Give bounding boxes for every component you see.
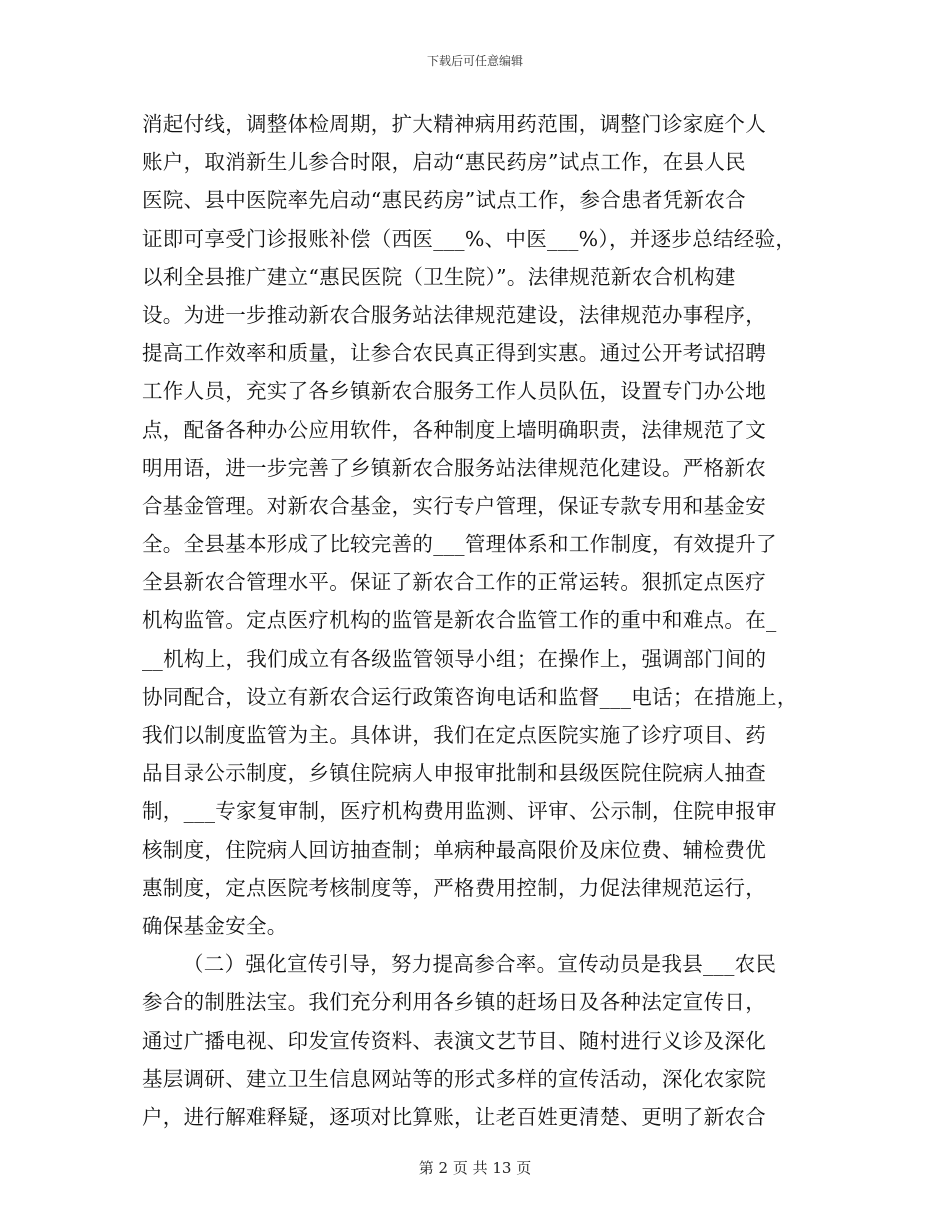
text-line: 我们以制度监管为主。具体讲，我们在定点医院实施了诊疗项目、药 xyxy=(142,723,766,747)
text-line: 基层调研、建立卫生信息网站等的形式多样的宣传活动，深化农家院 xyxy=(142,1066,766,1091)
text-line: 全。全县基本形成了比较完善的___管理体系和工作制度，有效提升了 xyxy=(142,532,777,557)
text-line: 医院、县中医院率先启动“惠民药房”试点工作，参合患者凭新农合 xyxy=(142,188,746,213)
text-line: 消起付线，调整体检周期，扩大精神病用药范围，调整门诊家庭个人 xyxy=(142,112,766,136)
text-line: 以利全县推广建立“惠民医院（卫生院）”。法律规范新农合机构建 xyxy=(142,264,736,289)
text-line: __机构上，我们成立有各级监管领导小组；在操作上，强调部门间的 xyxy=(142,646,767,671)
text-line: 参合的制胜法宝。我们充分利用各乡镇的赶场日及各种法定宣传日， xyxy=(142,990,766,1015)
text-line: 点，配备各种办公应用软件，各种制度上墙明确职责，法律规范了文 xyxy=(142,417,766,442)
paragraph-2 xyxy=(142,945,812,1136)
text-line: 核制度，住院病人回访抽查制；单病种最高限价及床位费、辅检费优 xyxy=(142,837,766,862)
text-line: 惠制度，定点医院考核制度等，严格费用控制，力促法律规范运行， xyxy=(142,875,766,900)
text-line: 合基金管理。对新农合基金，实行专户管理，保证专款专用和基金安 xyxy=(142,493,766,518)
page-header-note: 下载后可任意编辑 xyxy=(426,54,523,68)
text-line: 制，___专家复审制，医疗机构费用监测、评审、公示制，住院申报审 xyxy=(142,799,777,824)
text-line: 账户，取消新生儿参合时限，启动“惠民药房”试点工作，在县人民 xyxy=(142,150,746,175)
text-line: 工作人员，充实了各乡镇新农合服务工作人员队伍，设置专门办公地 xyxy=(142,379,766,404)
text-line: 品目录公示制度，乡镇住院病人申报审批制和县级医院住院病人抽查 xyxy=(142,761,766,786)
text-line: 全县新农合管理水平。保证了新农合工作的正常运转。狠抓定点医疗 xyxy=(142,570,766,595)
text-line: 提高工作效率和质量，让参合农民真正得到实惠。通过公开考试招聘 xyxy=(142,341,766,366)
text-line: 通过广播电视、印发宣传资料、表演文艺节目、随村进行义诊及深化 xyxy=(142,1028,766,1053)
text-line: 协同配合，设立有新农合运行政策咨询电话和监督___电话；在措施上， xyxy=(142,684,798,709)
text-line: 证即可享受门诊报账补偿（西医___%、中医___%），并逐步总结经验， xyxy=(142,226,797,251)
text-line: 机构监管。定点医疗机构的监管是新农合监管工作的重中和难点。在_ xyxy=(142,608,777,633)
paragraph-1 xyxy=(142,105,812,945)
text-line: 明用语，进一步完善了乡镇新农合服务站法律规范化建设。严格新农 xyxy=(142,455,766,480)
text-line: 设。为进一步推动新农合服务站法律规范建设，法律规范办事程序， xyxy=(142,302,766,327)
text-line: 户，进行解难释疑，逐项对比算账，让老百姓更清楚、更明了新农合 xyxy=(142,1104,766,1129)
text-line: （二）强化宣传引导，努力提高参合率。宣传动员是我县___农民 xyxy=(183,952,777,977)
document-body xyxy=(142,105,812,1136)
page-number: 第 2 页 共 13 页 xyxy=(418,1159,532,1177)
text-line: 确保基金安全。 xyxy=(142,913,288,938)
